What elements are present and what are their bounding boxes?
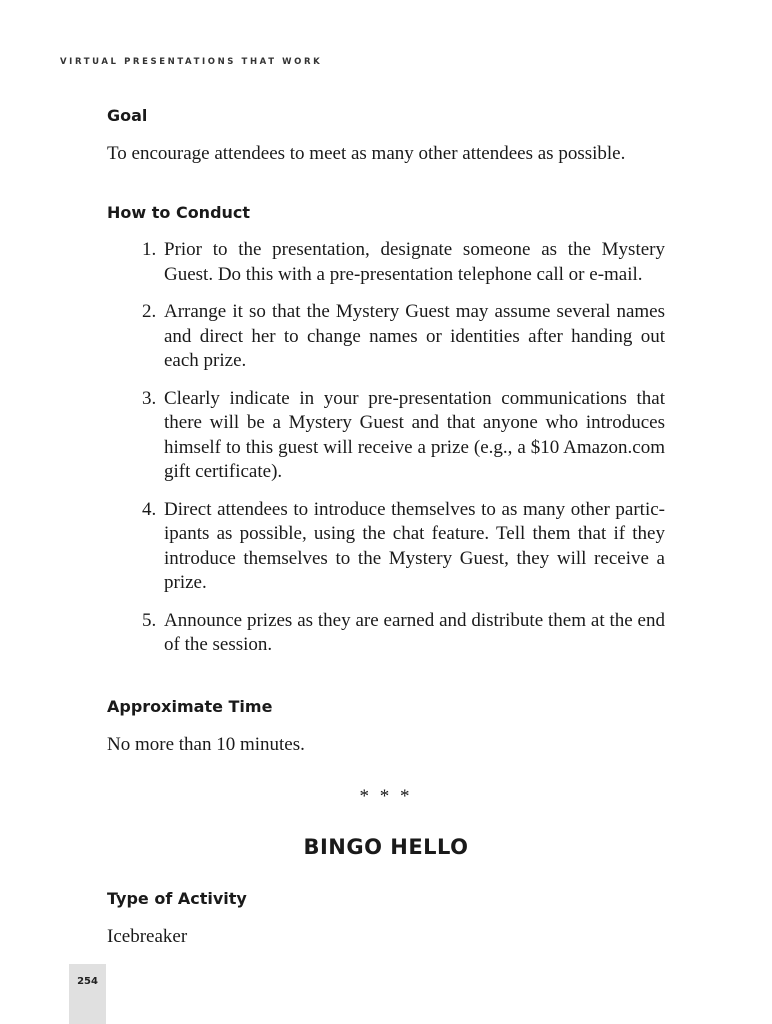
type-of-activity-text: Icebreaker xyxy=(107,926,188,947)
type-of-activity-heading: Type of Activity xyxy=(107,889,247,908)
activity-title: BINGO HELLO xyxy=(303,835,469,859)
list-item xyxy=(107,300,665,374)
how-to-conduct-heading: How to Conduct xyxy=(107,203,251,222)
step-text: Announce prizes as they are earned and distribute them at the end of the session. xyxy=(164,609,665,655)
approximate-time-heading: Approximate Time xyxy=(107,697,273,716)
conduct-steps-list xyxy=(107,238,665,671)
step-number: 3. xyxy=(142,387,157,409)
step-number: 5. xyxy=(142,609,157,631)
list-item xyxy=(107,609,665,658)
page-number-tab xyxy=(69,964,106,1024)
list-item xyxy=(107,498,665,596)
step-number: 4. xyxy=(142,498,157,520)
approximate-time-text: No more than 10 minutes. xyxy=(107,734,305,755)
goal-heading: Goal xyxy=(107,106,148,125)
step-text: Direct attendees to introduce themselves to as many other partic-ipants as possible, using the chat feature. Tell them that if they introduce themselves to the Mystery Guest, they will receive a prize. xyxy=(164,498,665,593)
list-item xyxy=(107,387,665,485)
step-text: Arrange it so that the Mystery Guest may assume several names and direct her to change names or identities after handing out each prize. xyxy=(164,301,665,371)
list-item xyxy=(107,238,665,287)
section-separator: * * * xyxy=(359,786,413,807)
page-number: 254 xyxy=(77,976,98,987)
goal-text: To encourage attendees to meet as many other attendees as possible. xyxy=(107,143,626,164)
running-head: VIRTUAL PRESENTATIONS THAT WORK xyxy=(60,57,323,67)
step-text: Prior to the presentation, designate someone as the Mystery Guest. Do this with a pre-presentation telephone call or e-mail. xyxy=(164,239,665,285)
step-number: 2. xyxy=(142,301,157,322)
step-text: Clearly indicate in your pre-presentation communications that there will be a Mystery Guest and that anyone who introduces himself to this guest will receive a prize (e.g., a $10 Amazon.com gift certificate). xyxy=(164,387,665,482)
step-number: 1. xyxy=(142,239,157,260)
